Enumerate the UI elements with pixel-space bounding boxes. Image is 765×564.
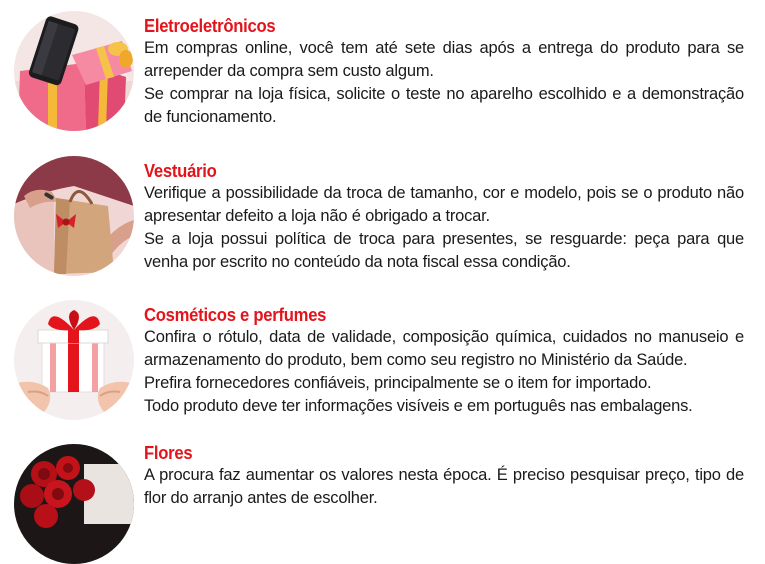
roses-icon (14, 444, 134, 564)
section-paragraph: Se a loja possui política de troca para presentes, se resguarde: peça para que venha por escrito no conteúdo da nota fiscal essa condição. (144, 230, 744, 271)
roses-bouquet-image (14, 444, 134, 564)
section-title: Eletroeletrônicos (144, 15, 276, 36)
gift-bag-icon (14, 156, 134, 276)
section-title: Vestuário (144, 160, 217, 181)
section-paragraph: Em compras online, você tem até sete dias após a entrega do produto para se arrepender da compra sem custo algum. (144, 39, 744, 80)
section-paragraph: Verifique a possibilidade da troca de tamanho, cor e modelo, pois se o produto não apresentar defeito a loja não é obrigado a trocar. (144, 184, 744, 225)
section-paragraph: Todo produto deve ter informações visíveis e em português nas embalagens. (144, 397, 693, 415)
gift-box-icon (14, 300, 134, 420)
section-paragraph: Prefira fornecedores confiáveis, principalmente se o item for importado. (144, 374, 652, 392)
section-paragraph: Se comprar na loja física, solicite o teste no aparelho escolhido e a demonstração de funcionamento. (144, 85, 744, 126)
section-paragraph: Confira o rótulo, data de validade, composição química, cuidados no manuseio e armazenamento do produto, bem como seu registro no Ministério da Saúde. (144, 328, 744, 369)
section-title: Flores (144, 442, 193, 463)
gift-box-smartphone-icon (14, 11, 134, 131)
gift-box-smartphone-image (14, 11, 134, 131)
hands-gift-bag-image (14, 156, 134, 276)
section-paragraph: A procura faz aumentar os valores nesta época. É preciso pesquisar preço, tipo de flor do arranjo antes de escolher. (144, 466, 744, 507)
section-title: Cosméticos e perfumes (144, 304, 327, 325)
hands-gift-box-image (14, 300, 134, 420)
